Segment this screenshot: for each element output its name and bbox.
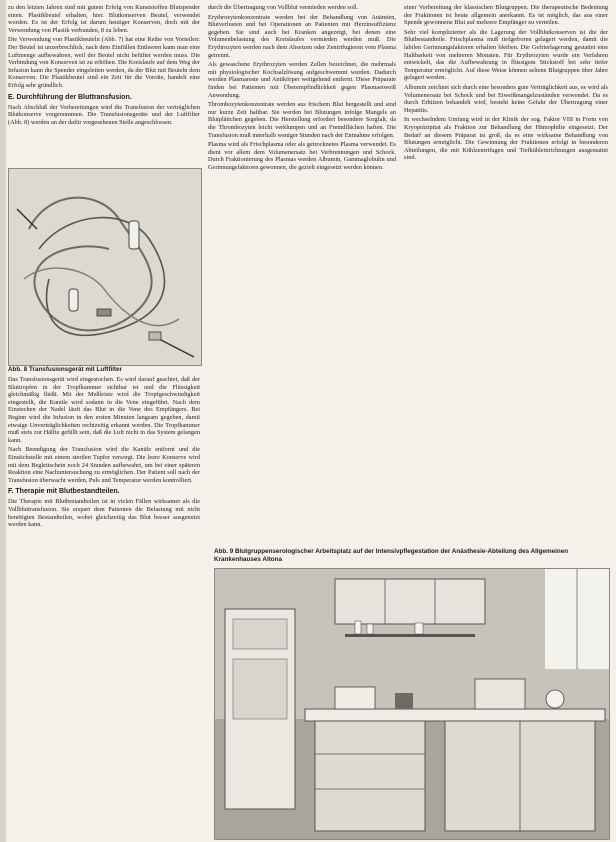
- text-column-2: [208, 4, 396, 173]
- laboratory-illustration: [215, 569, 609, 839]
- paragraph: Das Transfusionsgerät wird eingestochen. Es wird darauf geachtet, daß der Bluttropfen in der Tropfkammer sichtbar ist und die Flüssigkeit gleichmäßig fließt. Mit der Meßleiste wird die Tropfgeschwindigkeit eingestellt, die Kanüle wird sodann in die Vene eingeführt. Nach dem Einstechen der Nadel läuft das Blut in die Vene des Empfängers. Bei Beginn wird die Infusion in den ersten Minuten langsam gegeben, damit etwaige Unverträglichkeiten rechtzeitig erkannt werden. Die Tropfkammer muß stets zur Hälfte gefüllt sein, daß die Luft nicht in das System gelangen kann.: [8, 376, 200, 444]
- text-column-1: [8, 4, 200, 128]
- paragraph: Sehr viel komplizierter als die Lagerung der Vollblutkonserven ist die der Blutbestandteile. Frischplasma muß tiefgefroren gelagert werden, damit die labilen Gerinnungsfaktoren erhalten bleiben. Die Gefrierlagerung gestattet eine Haltbarkeit von mehreren Monaten. Für Erythrozyten wurde ein Verfahren entwickelt, das die Aufbewahrung in flüssigem Stickstoff bei sehr tiefer Temperatur ermöglicht. Auf diese Weise können seltene Blutgruppen über Jahre gelagert werden.: [404, 28, 608, 82]
- page-binding-edge: [0, 0, 6, 842]
- laboratory-workplace-photo: [214, 568, 610, 840]
- paragraph: Nach Abschluß der Vorbereitungen wird die Transfusion der verträglichen Blutkonserve vorgenommen. Die Transfusionsgeräte und der Luftfilter (Abb. 8) werden an der dafür vorgesehenen Stelle angeschlossen.: [8, 103, 200, 126]
- paragraph: Plasma wird als Frischplasma oder als getrocknetes Plasma verwendet. Es dient vor allem dem Volumenersatz bei Verbrennungen und Schock. Durch Fraktionierung des Plasmas werden Albumin, Gammaglobulin und Gerinnungsfaktoren gewonnen, die gezielt eingesetzt werden können.: [208, 141, 396, 171]
- transfusion-set-photo: [8, 168, 202, 366]
- paragraph: In wechselndem Umfang wird in der Klinik der sog. Faktor VIII in Form von Kryopräzipitat als Fraktion zur Behandlung der Hämophilie eingesetzt. Der Bedarf an diesem Präparat ist groß, da es eine wirksame Behandlung von Blutungen ermöglicht. Die Gewinnung der Fraktionen erfolgt in besonderen Abteilungen, die mit Kühlzentrifugen und Tiefkühleinrichtungen ausgestattet sind.: [404, 116, 608, 162]
- paragraph: Erythrozytenkonzentrate werden bei der Behandlung von Anämien, Blutverlusten und bei Operationen an Patienten mit Herzinsuffizienz gegeben. Sie sind auch bei Kranken angezeigt, bei denen eine Volumenbelastung des Kreislaufes vermieden werden muß. Die Erythrozyten werden nach dem Absetzen oder Zentrifugieren vom Plasma getrennt.: [208, 13, 396, 59]
- section-heading-e: E. Durchführung der Bluttransfusion.: [8, 93, 132, 101]
- text-column-3: [404, 4, 608, 164]
- paragraph: einer Vorbereitung der klassischen Blutgruppen. Die therapeutische Bedeutung der Fraktionen ist heute allgemein anerkannt. Es ist möglich, das aus einer Spende gewonnene Blut auf mehrere Empfänger zu verteilen.: [404, 4, 608, 27]
- section-heading-f: F. Therapie mit Blutbestandteilen.: [8, 488, 120, 496]
- paragraph: durch die Übertragung von Vollblut vermieden werden soll.: [208, 4, 359, 11]
- paragraph: Die Verwendung von Plastikbeuteln (Abb. 7) hat eine Reihe von Vorteilen: Der Beutel ist unzerbrechlich, nach dem Einfüllen Entleeren kann man eine Luftmenge aufbewahren, weil der Beutel nicht belüftet werden muss. Die Verbindung von Konserven ist zu erhöhen. Die Kreislaufe auf dem Weg der Infusion kann die Spender eingeleiten werden, da der Blut mit Beuteln dem Konserven. Die Plastikbeutel sind ein Zeit für die Vorräte, handelt eine Erfolg sehr gründlich.: [8, 36, 200, 89]
- paragraph: Die Therapie mit Blutbestandteilen ist in vielen Fällen wirksamer als die Vollbluttransfusion. Sie erspart dem Patienten die Belastung mit nicht benötigten Bestandteilen, wobei gleichzeitig das Blut besser ausgenutzt werden kann.: [8, 498, 200, 529]
- figure-8-caption: Abb. 8 Transfusionsgerät mit Luftfilter: [8, 366, 123, 373]
- paragraph: Thrombozytenkonzentrate werden aus frischem Blut hergestellt und sind nur kurze Zeit haltbar. Sie werden bei Blutungen infolge Mangels an Blutplättchen gegeben. Die Herstellung erfordert besondere Sorgfalt, da die Thrombozyten leicht verklumpen und an Fremdflächen haften. Die Transfusion muß innerhalb weniger Stunden nach der Entnahme erfolgen.: [208, 101, 396, 139]
- transfusion-set-illustration: [9, 169, 201, 365]
- paragraph: Albumin zeichnet sich durch eine besonders gute Verträglichkeit aus, es wird als Volumenersatz bei Schock und bei Eiweißmangelzuständen verwendet. Da es durch Erhitzen behandelt wird, besteht keine Gefahr der Übertragung einer Hepatitis.: [404, 83, 608, 114]
- paragraph: Als gewaschene Erythrozyten werden Zellen bezeichnet, die mehrmals mit physiologischer Kochsalzlösung aufgeschwemmt wurden. Dadurch werden Plasmareste und Antikörper weitgehend entfernt. Diese Präparate finden bei Patienten mit Überempfindlichkeit gegen Plasmaeiweiß Anwendung.: [208, 61, 396, 99]
- figure-9-caption: Abb. 9 Blutgruppenserologischer Arbeitsplatz auf der Intensivpflegestation der Anästhesie-Abteilung des Allgemeinen Krankenhauses Altona: [214, 548, 569, 563]
- text-column-1-lower: [8, 376, 200, 531]
- paragraph: zu den letzten Jahren sind mit gutem Erfolg von Kunststoffen Blutspender einen. Plastikbeutel erhalten, hier. Blutkonserven Beutel, verwendet worden. Es ist der Erfolg ist darum heutiger Konserven, doch mit der Verwendung von Plastik verbunden, 8 zu leben.: [8, 4, 200, 34]
- paragraph: Nach Beendigung der Transfusion wird die Kanüle entfernt und die Einstichstelle mit einem sterilen Tupfer versorgt. Die leere Konserve wird mit dem Begleitschein noch 24 Stunden aufbewahrt, um bei einer späteren Reaktion eine Nachuntersuchung zu ermöglichen. Der Patient soll nach der Transfusion überwacht werden, Puls und Temperatur werden kontrolliert.: [8, 446, 200, 484]
